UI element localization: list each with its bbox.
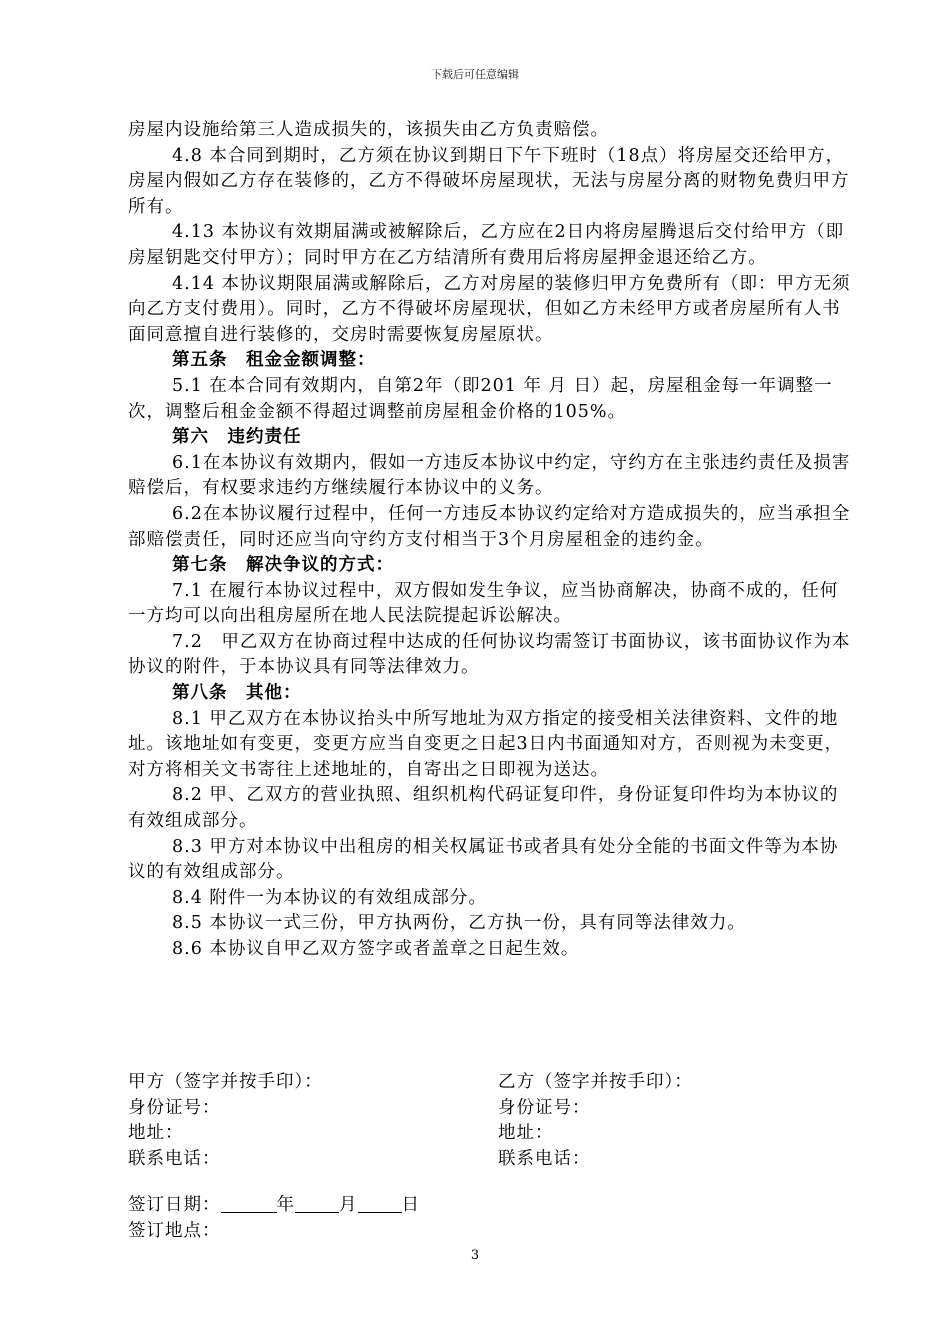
party-a-address-label: 地址：: [128, 1123, 184, 1144]
party-b-address-label: 地址：: [498, 1123, 554, 1144]
signing-place-label: 签订地点：: [128, 1220, 221, 1241]
month-label: 月: [339, 1195, 358, 1215]
signing-info: [128, 1193, 853, 1244]
party-a-id-label: 身份证号：: [128, 1097, 221, 1118]
day-label: 日: [401, 1195, 420, 1215]
clause-4-8: 4.8 本合同到期时，乙方须在协议到期日下午下班时（18点）将房屋交还给甲方，房屋内假如乙方存在装修的，乙方不得破坏房屋现状，无法与房屋分离的财物免费归甲方所有。: [128, 145, 850, 217]
page-header: 下载后可任意编辑: [431, 68, 519, 81]
clause-8-4: 8.4 附件一为本协议的有效组成部分。: [172, 887, 487, 908]
signing-place-line: [128, 1219, 853, 1245]
clause-7-1: 7.1 在履行本协议过程中，双方假如发生争议，应当协商解决，协商不成的，任何一方均可以向出租房屋所在地人民法院提起诉讼解决。: [128, 580, 839, 627]
party-a-phone-label: 联系电话：: [128, 1148, 221, 1169]
clause-8-2: 8.2 甲、乙双方的营业执照、组织机构代码证复印件，身份证复印件均为本协议的有效组成部分。: [128, 785, 839, 832]
party-b-phone-label: 联系电话：: [498, 1148, 591, 1169]
party-b-title: 乙方（签字并按手印）：: [498, 1072, 693, 1092]
clause-5-1: 5.1 在本合同有效期内，自第2年（即201 年 月 日）起，房屋租金每一年调整一次，调整后租金金额不得超过调整前房屋租金价格的105%。: [128, 375, 833, 422]
party-b-id-label: 身份证号：: [498, 1097, 591, 1118]
clause-7-2: 7.2 甲乙双方在协商过程中达成的任何协议均需签订书面协议，该书面协议作为本协议的附件，于本协议具有同等法律效力。: [128, 631, 851, 678]
year-label: 年: [276, 1195, 295, 1215]
section-heading-7: 第七条 解决争议的方式：: [172, 555, 394, 576]
clause-8-6: 8.6 本协议自甲乙双方签字或者盖章之日起生效。: [172, 939, 580, 959]
contract-body: [128, 118, 853, 963]
clause-4-13: 4.13 本协议有效期届满或被解除后，乙方应在2日内将房屋腾退后交付给甲方（即房屋钥匙交付甲方）；同时甲方在乙方结清所有费用后将房屋押金退还给乙方。: [128, 222, 845, 268]
month-blank[interactable]: [295, 1194, 339, 1213]
clause-8-5: 8.5 本协议一式三份，甲方执两份，乙方执一份，具有同等法律效力。: [172, 913, 746, 934]
clause-8-1: 8.1 甲乙双方在本协议抬头中所写地址为双方指定的接受相关法律资料、文件的地址。该地址如有变更，变更方应当自变更之日起3日内书面通知对方，否则视为未变更，对方将相关文书寄往上述地址的，自寄出之日即视为送达。: [128, 708, 844, 780]
page-number: 3: [470, 1248, 480, 1263]
signing-date-line: [128, 1193, 853, 1219]
section-heading-6: 第六 违约责任: [172, 427, 302, 448]
clause-6-2: 6.2在本协议履行过程中，任何一方违反本协议约定给对方造成损失的，应当承担全部赔偿责任，同时还应当向守约方支付相当于3个月房屋租金的违约金。: [128, 503, 851, 550]
day-blank[interactable]: [358, 1194, 402, 1213]
section-heading-5: 第五条 租金金额调整：: [172, 350, 376, 371]
clause-6-1: 6.1在本协议有效期内，假如一方违反本协议中约定，守约方在主张违约责任及损害赔偿后，有权要求违约方继续履行本协议中的义务。: [128, 452, 851, 499]
party-a-title: 甲方（签字并按手印）：: [128, 1072, 323, 1092]
signing-date-label: 签订日期：: [128, 1195, 221, 1215]
paragraph: 房屋内设施给第三人造成损失的，该损失由乙方负责赔偿。: [128, 120, 609, 140]
year-blank[interactable]: [221, 1194, 277, 1213]
clause-4-14: 4.14 本协议期限届满或解除后，乙方对房屋的装修归甲方免费所有（即：甲方无须向乙方支付费用）。同时，乙方不得破坏房屋现状，但如乙方未经甲方或者房屋所有人书面同意擅自进行装修的，交房时需要恢复房屋原状。: [128, 273, 851, 345]
clause-8-3: 8.3 甲方对本协议中出租房的相关权属证书或者具有处分全能的书面文件等为本协议的有效组成部分。: [128, 836, 839, 883]
section-heading-8: 第八条 其他：: [172, 683, 302, 704]
signature-block: [128, 1070, 853, 1172]
